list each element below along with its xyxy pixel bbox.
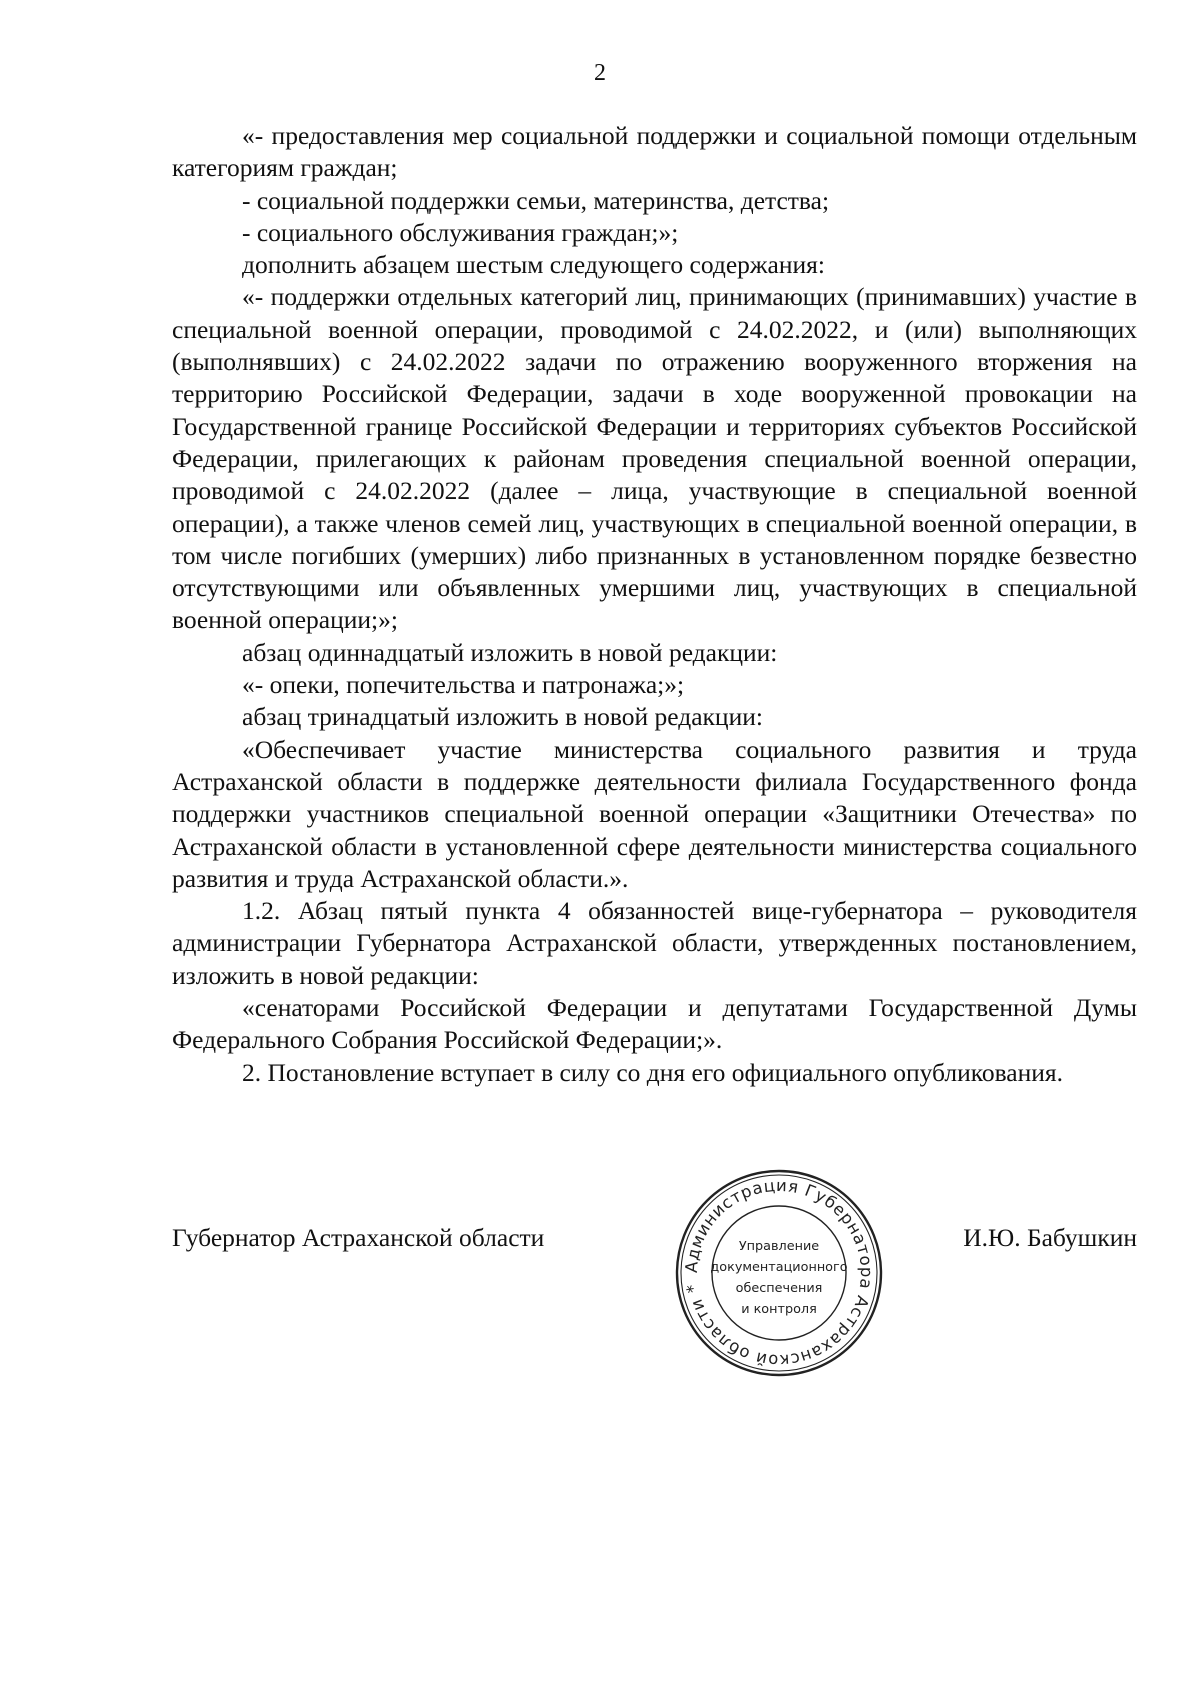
paragraph: «сенаторами Российской Федерации и депутатами Государственной Думы Федерального Собрания Российской Федерации;». bbox=[172, 993, 1137, 1055]
document-body bbox=[172, 120, 1137, 1089]
paragraph: - социального обслуживания граждан;»; bbox=[242, 217, 679, 247]
paragraph: абзац тринадцатый изложить в новой редакции: bbox=[242, 702, 763, 732]
official-stamp bbox=[674, 1168, 884, 1378]
stamp-ring-text: Администрация Губернатора Астраханской области * bbox=[681, 1175, 877, 1371]
paragraph: «- предоставления мер социальной поддержки и социальной помощи отдельным категориям граждан; bbox=[172, 121, 1137, 183]
paragraph: - социальной поддержки семьи, материнства, детства; bbox=[242, 185, 830, 215]
paragraph: 2. Постановление вступает в силу со дня его официального опубликования. bbox=[242, 1057, 1063, 1087]
paragraph: «- опеки, попечительства и патронажа;»; bbox=[242, 670, 685, 700]
paragraph: 1.2. Абзац пятый пункта 4 обязанностей вице-губернатора – руководителя администрации Губернатора Астраханской области, утвержденных постановлением, изложить в новой редакции: bbox=[172, 896, 1137, 990]
stamp-center-line: документационного bbox=[710, 1260, 848, 1275]
paragraph: дополнить абзацем шестым следующего содержания: bbox=[242, 250, 825, 280]
page-number: 2 bbox=[594, 60, 606, 86]
paragraph: абзац одиннадцатый изложить в новой редакции: bbox=[242, 637, 778, 667]
stamp-center-line: и контроля bbox=[741, 1302, 817, 1317]
signatory-name: И.Ю. Бабушкин bbox=[963, 1223, 1137, 1252]
stamp-center-line: Управление bbox=[738, 1239, 820, 1254]
paragraph: «Обеспечивает участие министерства социального развития и труда Астраханской области в поддержке деятельности филиала Государственного фонда поддержки участников специальной военной операции «Защитники Отечества» по Астраханской области в установленной сфере деятельности министерства социального развития и труда Астраханской области.». bbox=[172, 734, 1137, 893]
stamp-center-line: обеспечения bbox=[735, 1281, 823, 1296]
signatory-title: Губернатор Астраханской области bbox=[172, 1223, 545, 1252]
paragraph: «- поддержки отдельных категорий лиц, принимающих (принимавших) участие в специальной военной операции, проводимой с 24.02.2022, и (или) выполняющих (выполнявших) с 24.02.2022 задачи по отражению вооруженного вторжения на территорию Российской Федерации, задачи в ходе вооруженной провокации на Государственной границе Российской Федерации и территориях субъектов Российской Федерации, прилегающих к районам проведения специальной военной операции, проводимой с 24.02.2022 (далее – лица, участвующие в специальной военной операции), а также членов семей лиц, участвующих в специальной военной операции, в том числе погибших (умерших) либо признанных в установленном порядке безвестно отсутствующими или объявленных умершими лиц, участвующих в специальной военной операции;»; bbox=[172, 282, 1137, 635]
